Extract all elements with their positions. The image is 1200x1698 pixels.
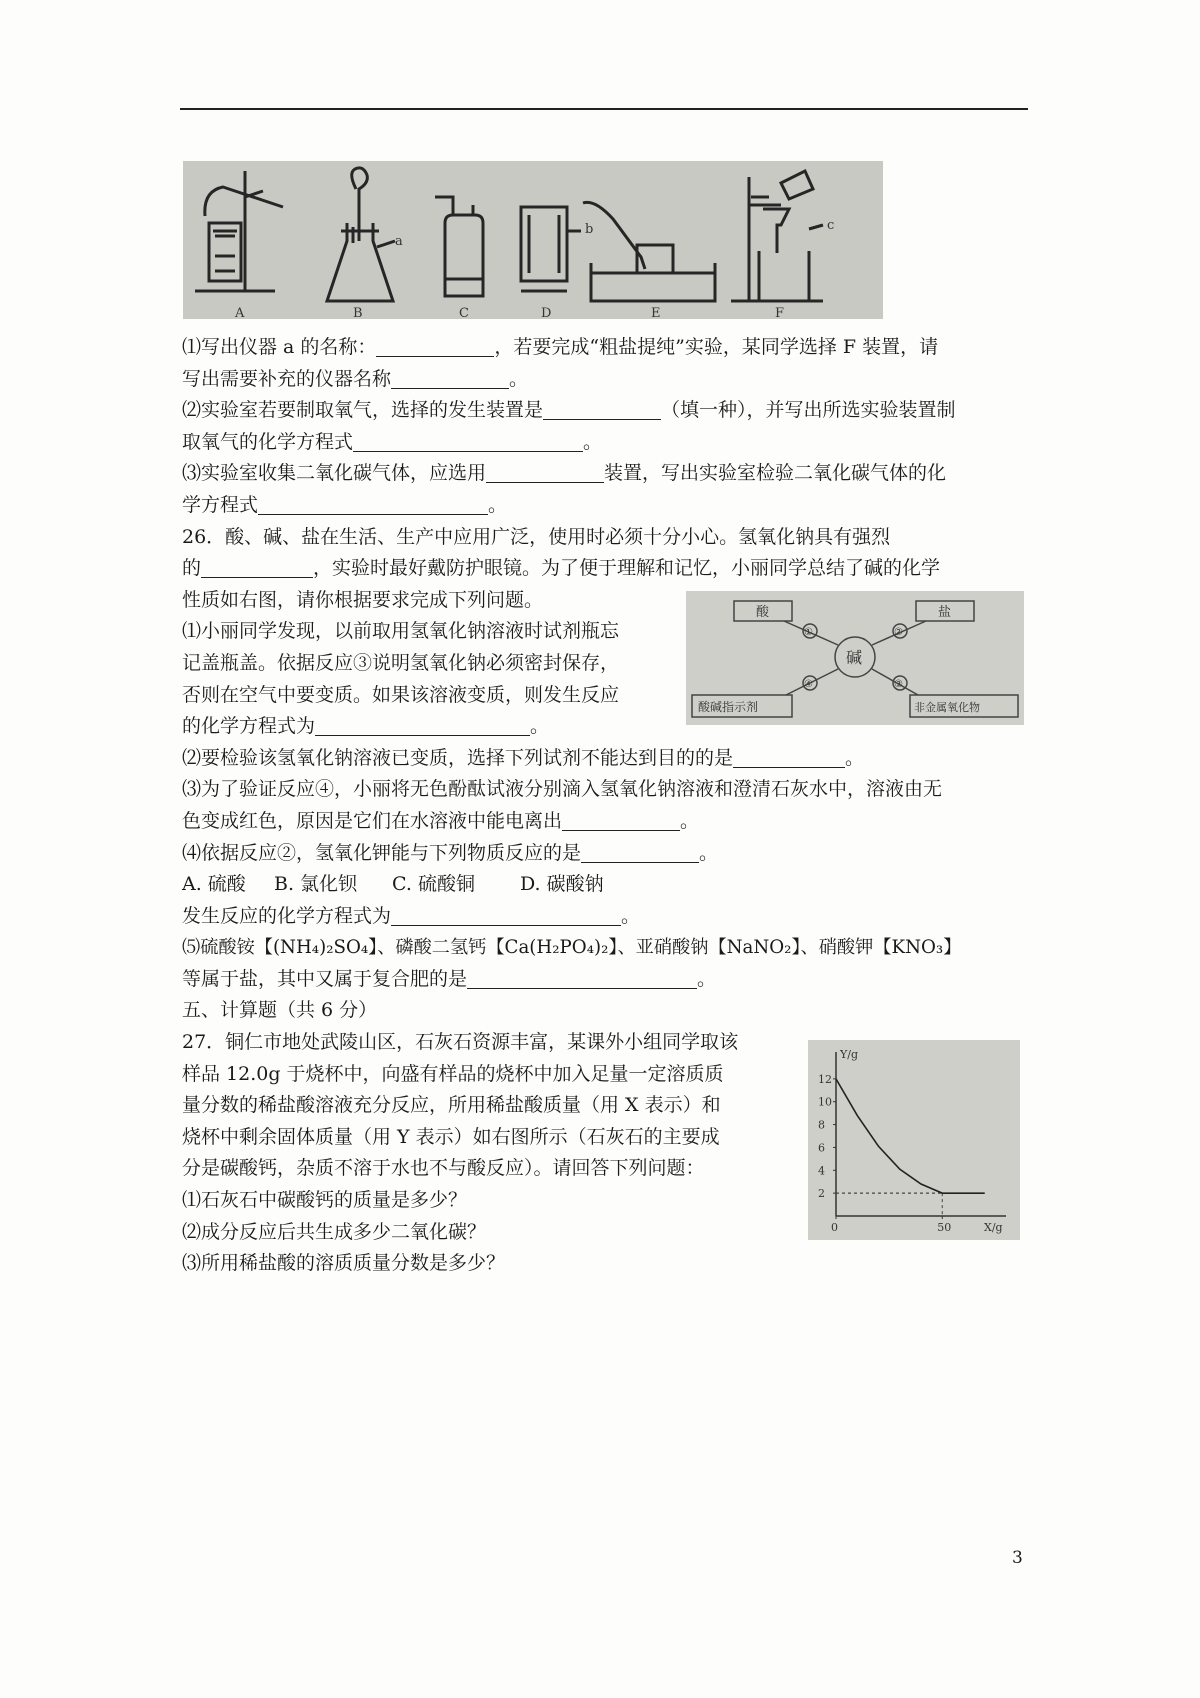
mark-a: a [395,234,403,249]
x-axis-label: X/g [984,1221,1003,1234]
diagram-n2: ② [894,627,903,638]
text: 。 [530,715,550,738]
option-a[interactable]: A. 硫酸 [182,873,246,896]
q26-line-9 [182,774,1030,806]
page-number: 3 [1012,1548,1023,1568]
answer-blank[interactable] [376,334,494,357]
text: 发生反应的化学方程式为 [182,904,392,927]
diagram-n4: ④ [804,679,813,690]
text: ，若要完成“粗盐提纯”实验，某同学选择 F 装置，请 [494,336,939,358]
q27-line-4: 烧杯中剩余固体质量（用 Y 表示）如右图所示（石灰石的主要成 [182,1125,720,1148]
section-5-title: 五、计算题（共 6 分） [182,999,378,1022]
option-d[interactable]: D. 碳酸钠 [520,873,604,896]
q26-line-6 [182,680,1030,712]
x-tick-label: 50 [937,1221,952,1234]
q27-line-3: 量分数的稀盐酸溶液充分反应，所用稀盐酸质量（用 X 表示）和 [182,1094,721,1117]
diagram-oxide: 非金属氧化物 [914,701,980,714]
y-tick-label: 12 [818,1072,832,1086]
text: 。 [697,967,717,990]
text: ⑴小丽同学发现，以前取用氢氧化钠溶液时试剂瓶忘 [182,620,620,643]
answer-blank[interactable] [543,397,661,420]
diagram-salt: 盐 [938,605,952,620]
q25-line-2 [182,364,1030,396]
y-axis-label: Y/g [840,1048,859,1061]
q26-line-13 [182,901,1030,933]
y-tick-label: 6 [818,1141,825,1155]
apparatus-a [195,171,283,291]
answer-blank[interactable] [467,966,697,989]
y-tick-label: 2 [818,1187,825,1201]
text: 。 [845,746,865,769]
q25-line-1 [182,332,1030,364]
q26-line-2 [182,553,1030,585]
text: 否则在空气中要变质。如果该溶液变质，则发生反应 [182,683,620,706]
apparatus-f [731,171,823,301]
q26-line-4 [182,616,1030,648]
q25-line-4 [182,427,1030,459]
q27-line-7: ⑵成分反应后共生成多少二氧化碳？ [182,1220,487,1243]
label-a: A [235,306,245,319]
answer-blank[interactable] [258,492,488,515]
answer-blank[interactable] [315,713,530,736]
text: 记盖瓶盖。依据反应③说明氢氧化钠必须密封保存， [182,651,620,674]
apparatus-d [521,207,581,291]
diagram-acid: 酸 [756,605,770,620]
text: ⑵实验室若要制取氧气，选择的发生装置是 [182,399,544,422]
text: 。 [621,904,641,927]
text: 26．酸、碱、盐在生活、生产中应用广泛，使用时必须十分小心。氢氧化钠具有强烈 [182,525,891,548]
q27-line-1: 27．铜仁市地处武陵山区，石灰石资源丰富，某课外小组同学取该 [182,1031,739,1054]
q25-line-3 [182,395,1030,427]
y-tick-label: 10 [818,1095,832,1109]
answer-blank[interactable] [581,840,699,863]
text: 的 [182,557,202,580]
text: ⑸硫酸铵【(NH₄)₂SO₄】、磷酸二氢钙【Ca(H₂PO₄)₂】、亚硝酸钠【NaNO₂】、硝酸钾【KNO₃】 [182,937,962,959]
diagram-center: 碱 [846,648,863,667]
mark-c: c [827,218,835,233]
text: 装置，写出实验室检验二氧化碳气体的化 [604,462,947,485]
x-tick-label: 0 [831,1221,838,1234]
text: 性质如右图，请你根据要求完成下列问题。 [182,588,544,611]
label-f: F [775,306,785,319]
answer-blank[interactable] [391,903,621,926]
answer-blank[interactable] [391,366,509,389]
header-rule [180,108,1028,110]
q26-options [182,869,1030,901]
text: 色变成红色，原因是它们在水溶液中能电离出 [182,809,563,832]
text: 。 [583,430,603,453]
text: 。 [680,809,700,832]
answer-blank[interactable] [201,555,313,578]
text: 。 [699,841,719,864]
text: ⑷依据反应②，氢氧化钾能与下列物质反应的是 [182,841,582,864]
q26-line-7 [182,711,1030,743]
q27-line-5: 分是碳酸钙，杂质不溶于水也不与酸反应）。请回答下列问题： [182,1157,705,1180]
q26-line-10 [182,806,1030,838]
q26-line-14 [182,932,1030,964]
y-tick-label: 8 [818,1118,825,1132]
q26-line-1 [182,522,1030,554]
text: 。 [509,367,529,390]
q26-line-11 [182,838,1030,870]
answer-blank[interactable] [733,745,845,768]
apparatus-figure [183,161,883,319]
text: 的化学方程式为 [182,715,316,738]
apparatus-b [327,168,395,301]
text: ⑴写出仪器 a 的名称： [182,336,377,358]
y-tick-label: 4 [818,1164,825,1178]
q27-line-2: 样品 12.0g 于烧杯中，向盛有样品的烧杯中加入足量一定溶质质 [182,1062,724,1085]
diagram-n1: ① [804,627,813,638]
q26-line-15 [182,964,1030,996]
text: 。 [488,493,508,516]
q26-line-3 [182,585,1030,617]
q26-line-8 [182,743,1030,775]
content [182,332,1030,1280]
diagram-n3: ③ [894,679,903,690]
q26-line-5 [182,648,1030,680]
label-c: C [459,306,469,319]
q27-line-6: ⑴石灰石中碳酸钙的质量是多少？ [182,1189,468,1212]
label-b: B [353,306,363,319]
text: 写出需要补充的仪器名称 [182,367,392,390]
label-e: E [651,306,661,319]
q27-line-8: ⑶所用稀盐酸的溶质质量分数是多少？ [182,1252,506,1275]
answer-blank[interactable] [353,429,583,452]
q25-line-5 [182,458,1030,490]
text: 取氧气的化学方程式 [182,430,354,453]
answer-blank[interactable] [562,808,680,831]
option-c[interactable]: C. 硫酸铜 [392,873,475,896]
text: ⑶实验室收集二氧化碳气体，应选用 [182,462,487,485]
text: ，实验时最好戴防护眼镜。为了便于理解和记忆，小丽同学总结了碱的化学 [313,557,941,580]
apparatus-e [583,202,715,301]
text: ⑵要检验该氢氧化钠溶液已变质，选择下列试剂不能达到目的的是 [182,746,734,769]
label-d: D [541,306,552,319]
text: （填一种），并写出所选实验装置制 [661,399,956,422]
text: ⑶为了验证反应④，小丽将无色酚酞试液分别滴入氢氧化钠溶液和澄清石灰水中，溶液由无 [182,778,943,801]
option-b[interactable]: B. 氯化钡 [274,873,358,896]
text: 学方程式 [182,493,259,516]
q25-line-6 [182,490,1030,522]
mark-b: b [585,222,594,237]
answer-blank[interactable] [486,461,604,484]
diagram-indicator: 酸碱指示剂 [698,700,759,714]
apparatus-c [435,197,483,296]
text: 等属于盐，其中又属于复合肥的是 [182,967,468,990]
